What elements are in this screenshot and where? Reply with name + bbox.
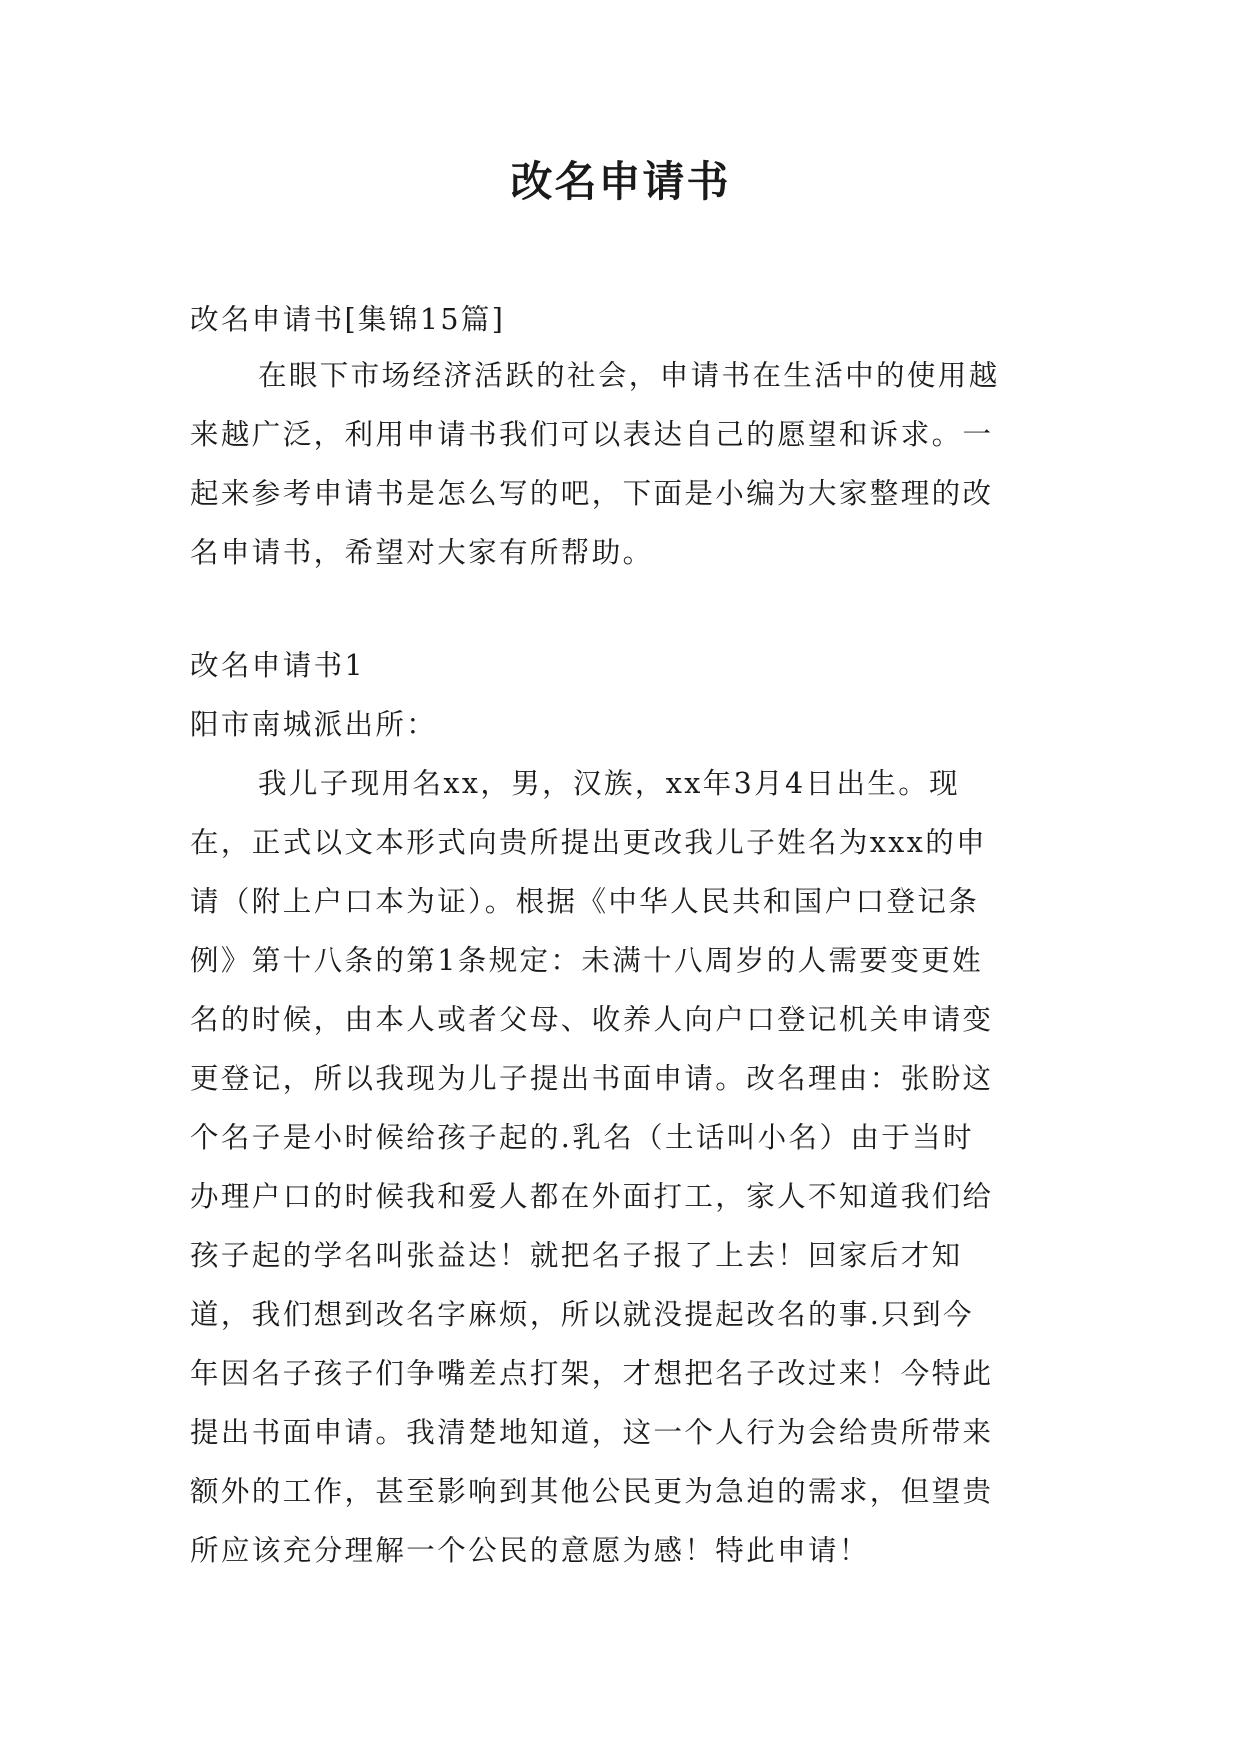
intro-line: 起来参考申请书是怎么写的吧，下面是小编为大家整理的改 bbox=[190, 477, 994, 510]
body-line: 提出书面申请。我清楚地知道，这一个人行为会给贵所带来 bbox=[190, 1416, 994, 1449]
body-line: 额外的工作，甚至影响到其他公民更为急迫的需求，但望贵 bbox=[190, 1475, 994, 1508]
body-line: 请（附上户口本为证）。根据《中华人民共和国户口登记条 bbox=[190, 885, 980, 918]
section-heading bbox=[190, 636, 1050, 695]
intro-paragraph bbox=[190, 346, 1050, 582]
document-subtitle bbox=[190, 290, 1050, 349]
body-line: 名的时候，由本人或者父母、收养人向户口登记机关申请变 bbox=[190, 1003, 994, 1036]
body-line: 年因名子孩子们争嘴差点打架，才想把名子改过来！今特此 bbox=[190, 1357, 994, 1390]
intro-line: 来越广泛，利用申请书我们可以表达自己的愿望和诉求。一 bbox=[190, 418, 994, 451]
addressee-line: 阳市南城派出所： bbox=[190, 708, 438, 741]
intro-line: 名申请书，希望对大家有所帮助。 bbox=[190, 536, 654, 569]
intro-line: 在眼下市场经济活跃的社会，申请书在生活中的使用越 bbox=[258, 359, 1000, 392]
body-line: 孩子起的学名叫张益达！就把名子报了上去！回家后才知 bbox=[190, 1239, 963, 1272]
document-title: 改名申请书 bbox=[510, 157, 731, 206]
section-body-paragraph bbox=[190, 754, 1050, 1580]
section-heading-line: 改名申请书1 bbox=[190, 649, 366, 682]
subtitle-line: 改名申请书[集锦15篇] bbox=[190, 303, 506, 336]
body-line: 例》第十八条的第1条规定：未满十八周岁的人需要变更姓 bbox=[190, 944, 984, 977]
body-line: 个名子是小时候给孩子起的.乳名（土话叫小名）由于当时 bbox=[190, 1121, 974, 1154]
body-line: 在，正式以文本形式向贵所提出更改我儿子姓名为xxx的申 bbox=[190, 826, 988, 859]
body-line: 所应该充分理解一个公民的意愿为感！特此申请！ bbox=[190, 1534, 870, 1567]
body-line: 我儿子现用名xx，男，汉族，xx年3月4日出生。现 bbox=[258, 767, 961, 800]
body-line: 道，我们想到改名字麻烦，所以就没提起改名的事.只到今 bbox=[190, 1298, 974, 1331]
body-line: 更登记，所以我现为儿子提出书面申请。改名理由：张盼这 bbox=[190, 1062, 994, 1095]
addressee bbox=[190, 695, 1050, 754]
body-line: 办理户口的时候我和爱人都在外面打工，家人不知道我们给 bbox=[190, 1180, 994, 1213]
